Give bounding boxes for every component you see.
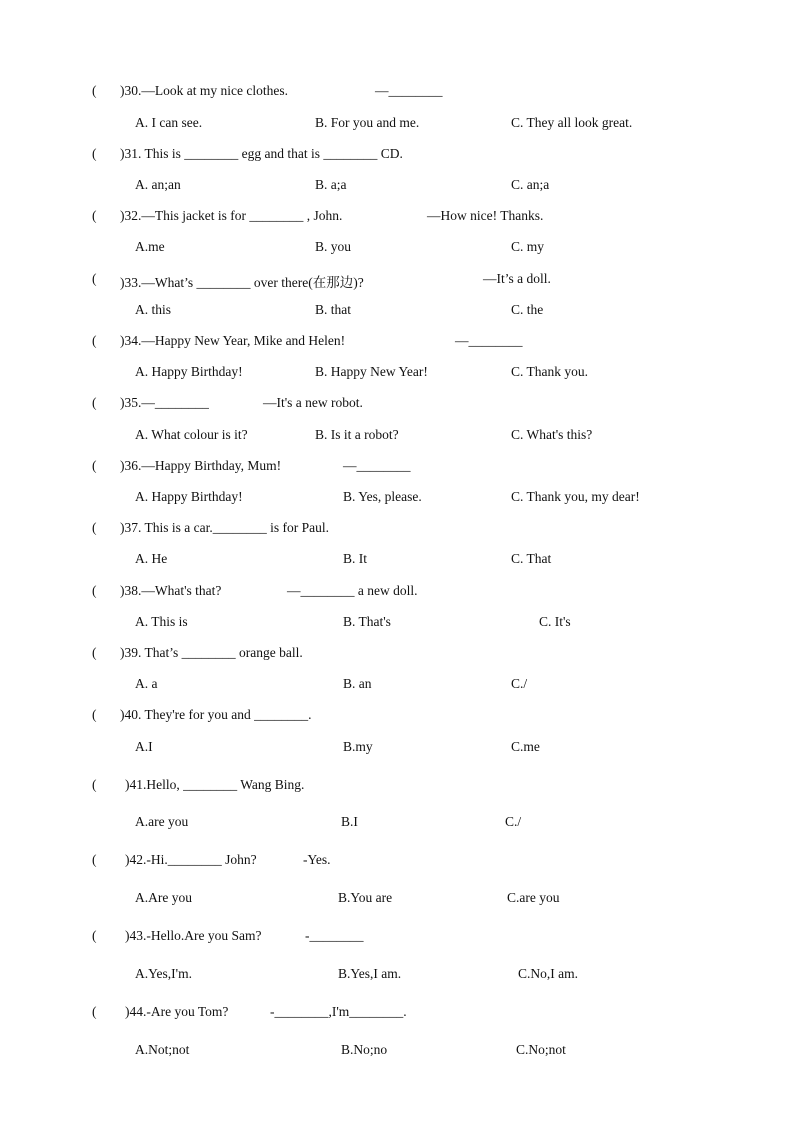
- question-number: 33: [124, 275, 138, 290]
- option-b: B.my: [343, 739, 373, 754]
- answer-paren[interactable]: (: [92, 520, 97, 535]
- option-c: C./: [505, 814, 522, 829]
- question-response: —It’s a doll.: [483, 271, 551, 286]
- question-response: -Yes.: [303, 852, 331, 867]
- option-c: C. That: [511, 551, 552, 566]
- question-stem: Hello, ________ Wang Bing.: [146, 777, 305, 792]
- question-number: 39: [124, 645, 138, 660]
- answer-paren[interactable]: (: [92, 1004, 97, 1019]
- option-b: B. Yes, please.: [343, 489, 422, 504]
- option-b: B. Is it a robot?: [315, 427, 399, 442]
- option-a: A. What colour is it?: [135, 427, 248, 442]
- option-c: C. They all look great.: [511, 115, 633, 130]
- question-response: —________: [343, 458, 411, 473]
- answer-paren[interactable]: (: [92, 271, 97, 286]
- option-a: A. this: [135, 302, 172, 317]
- answer-paren[interactable]: (: [92, 395, 97, 410]
- question-stem: —Happy Birthday, Mum!: [141, 458, 282, 473]
- question-number: 32: [124, 208, 138, 223]
- option-b: B.You are: [338, 890, 393, 905]
- option-c: C. It's: [539, 614, 571, 629]
- question-stem: -Are you Tom?: [146, 1004, 229, 1019]
- option-c: C. my: [511, 239, 545, 254]
- option-a: A.Not;not: [135, 1042, 190, 1057]
- option-c: C. an;a: [511, 177, 550, 192]
- option-c: C. What's this?: [511, 427, 593, 442]
- option-b: B.I: [341, 814, 358, 829]
- question-stem: That’s ________ orange ball.: [141, 645, 303, 660]
- option-a: A.me: [135, 239, 165, 254]
- question-response: —________: [455, 333, 523, 348]
- question-number: 35: [124, 395, 138, 410]
- answer-paren[interactable]: (: [92, 333, 97, 348]
- question-number: 31: [124, 146, 138, 161]
- question-number: 43: [129, 928, 143, 943]
- answer-paren[interactable]: (: [92, 583, 97, 598]
- question-number: 30: [124, 83, 138, 98]
- question-response: —How nice! Thanks.: [427, 208, 544, 223]
- question-response: —It's a new robot.: [263, 395, 363, 410]
- question-number: 34: [124, 333, 138, 348]
- option-b: B. It: [343, 551, 368, 566]
- worksheet-page: ( )30.—Look at my nice clothes. —________ A. I can see. B. For you and me. C. They all look great. ( )31. This is ________ egg and that is ________ CD. A. an;an B. a;a C. an;a ( )32.—This jacket is for ________ , John. —How nice! Thanks. A.me B. you C. my ( )33.—What’s ________ over there(在那边)? —It’s a doll. A. this B. that C. the ( )34.—Happy New Year, Mike and Helen! —________ A. Happy Birthday! B. Happy New Year! C. Thank you. ( )35.—________ —It's a new robot. A. What colour is it? B. Is it a robot? C. What's this? ( )36.—Happy Birthday, Mum! —________ A. Happy Birthday! B. Yes, please. C. Thank you, my dear! ( )37. This is a car.________ is for Paul. A. He B. It C. That ( )38.—What's that? —________ a new doll. A. This is B. That's C. It's ( )39. That’s ________ orange ball. A. a B. an C./ ( )40. They're for you and ________. A.I B.my C.me ( )41.Hello, ________ Wang Bing. A.are you B.I C./ ( )42.-Hi.________ John? -Yes. A.Are you B.You are C.are you ( )43.-Hello.Are you Sam? -________ A.Yes,I'm. B.Yes,I am. C.No,I am. ( )44.-Are you Tom? -________,I'm________. A.Not;not B.No;no C.No;not: [92, 83, 640, 1057]
- option-c: C.are you: [507, 890, 560, 905]
- option-a: A. an;an: [135, 177, 181, 192]
- option-c: C.me: [511, 739, 540, 754]
- answer-paren[interactable]: (: [92, 645, 97, 660]
- option-a: A. He: [135, 551, 168, 566]
- question-stem: They're for you and ________.: [141, 707, 312, 722]
- option-b: B. a;a: [315, 177, 347, 192]
- option-a: A.are you: [135, 814, 189, 829]
- answer-paren[interactable]: (: [92, 852, 97, 867]
- answer-paren[interactable]: (: [92, 928, 97, 943]
- question-number: 42: [129, 852, 143, 867]
- option-c: C.No,I am.: [518, 966, 578, 981]
- question-stem: —Look at my nice clothes.: [141, 83, 288, 98]
- option-b: B. For you and me.: [315, 115, 420, 130]
- option-c: C. the: [511, 302, 544, 317]
- option-a: A. This is: [135, 614, 188, 629]
- answer-paren[interactable]: (: [92, 707, 97, 722]
- option-c: C. Thank you, my dear!: [511, 489, 640, 504]
- option-b: B. that: [315, 302, 351, 317]
- question-response: -________: [305, 928, 364, 943]
- option-b: B. That's: [343, 614, 391, 629]
- question-stem: —________: [141, 395, 209, 410]
- answer-paren[interactable]: (: [92, 777, 97, 792]
- question-stem: This is a car.________ is for Paul.: [141, 520, 329, 535]
- question-stem: —What’s ________ over there(在那边)?: [141, 275, 364, 290]
- answer-paren[interactable]: (: [92, 208, 97, 223]
- option-b: B.Yes,I am.: [338, 966, 402, 981]
- question-stem: —What's that?: [141, 583, 222, 598]
- option-a: A. I can see.: [135, 115, 203, 130]
- question-number: 41: [129, 777, 143, 792]
- answer-paren[interactable]: (: [92, 458, 97, 473]
- question-stem: —Happy New Year, Mike and Helen!: [141, 333, 346, 348]
- question-stem: This is ________ egg and that is ________ CD.: [141, 146, 403, 161]
- answer-paren[interactable]: (: [92, 146, 97, 161]
- option-a: A. Happy Birthday!: [135, 364, 243, 379]
- question-response: —________: [375, 83, 443, 98]
- option-b: B.No;no: [341, 1042, 388, 1057]
- question-stem: -Hi.________ John?: [146, 852, 257, 867]
- option-c: C./: [511, 676, 528, 691]
- question-response: -________,I'm________.: [270, 1004, 407, 1019]
- option-c: C. Thank you.: [511, 364, 588, 379]
- option-a: A. Happy Birthday!: [135, 489, 243, 504]
- question-number: 37: [124, 520, 138, 535]
- option-a: A.I: [135, 739, 153, 754]
- question-number: 44: [129, 1004, 143, 1019]
- option-a: A. a: [135, 676, 158, 691]
- question-stem: —This jacket is for ________ , John.: [141, 208, 343, 223]
- option-c: C.No;not: [516, 1042, 566, 1057]
- option-a: A.Are you: [135, 890, 192, 905]
- option-b: B. Happy New Year!: [315, 364, 428, 379]
- option-b: B. you: [315, 239, 352, 254]
- question-number: 38: [124, 583, 138, 598]
- option-a: A.Yes,I'm.: [135, 966, 192, 981]
- question-number: 40: [124, 707, 138, 722]
- question-response: —________ a new doll.: [287, 583, 418, 598]
- answer-paren[interactable]: (: [92, 83, 97, 98]
- question-stem: -Hello.Are you Sam?: [146, 928, 262, 943]
- option-b: B. an: [343, 676, 372, 691]
- question-number: 36: [124, 458, 138, 473]
